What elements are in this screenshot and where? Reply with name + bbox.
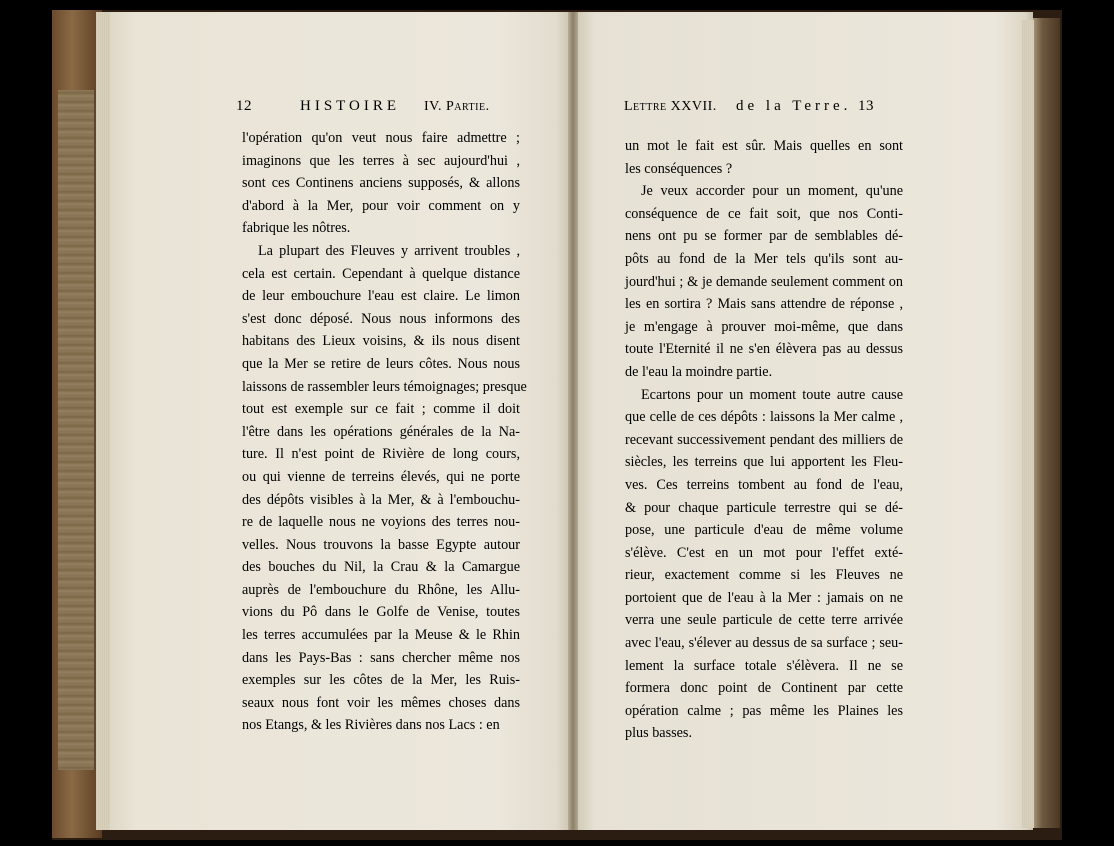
text-line: laissons de rassembler leurs témoignages; presque (242, 378, 527, 395)
left-running-title-wrap (300, 98, 400, 115)
right-page-edges (1022, 20, 1034, 828)
left-section-label: IV. Partie. (424, 99, 490, 114)
text-line: des bouches du Nil, la Crau & la Camargue (242, 559, 520, 576)
text-line: de l'eau la moindre partie. (625, 363, 773, 380)
left-page-body (242, 127, 527, 737)
text-line: nos Etangs, & les Rivières dans nos Lacs : en (242, 717, 500, 734)
right-page-header (858, 98, 874, 115)
text-line: La plupart des Fleuves y arrivent troubles , (258, 242, 520, 259)
left-cover-board (52, 10, 102, 838)
text-line: recevant successivement pendant des milliers de (625, 431, 903, 448)
text-line: siècles, les terreins que lui apportent les Fleu- (625, 454, 903, 471)
text-line: dans les Pays-Bas : sans chercher même nos (242, 649, 520, 666)
text-line: conséquence de ce fait soit, que nos Conti- (625, 205, 903, 222)
text-line: & pour chaque particule terrestre qui se dé- (625, 499, 903, 516)
text-line: sont ces Continens anciens supposés, & allons (242, 175, 520, 192)
left-page-header (236, 98, 252, 115)
text-line: les en sortira ? Mais sans attendre de réponse , (625, 296, 903, 313)
text-line: habitans des Lieux voisins, & ils nous disent (242, 333, 520, 350)
text-line: s'élève. C'est en un mot pour l'effet exté- (625, 544, 903, 561)
text-line: des dépôts visibles à la Mer, & à l'embouchu- (242, 491, 520, 508)
text-line: seaux nous font voir les mêmes choses dans (242, 694, 520, 711)
text-line: tout est exemple sur ce fait ; comme il doit (242, 401, 520, 418)
text-line: les terres accumulées par la Meuse & le Rhin (242, 627, 520, 644)
left-page-number: 12 (236, 98, 252, 114)
right-page-number: 13 (858, 98, 874, 114)
right-section-label: Lettre XXVII. (624, 99, 717, 114)
text-line: s'est donc déposé. Nous nous informons des (242, 310, 520, 327)
text-line: ture. Il n'est point de Rivière de long cours, (242, 446, 520, 463)
right-section-wrap (624, 98, 717, 115)
text-line: ves. Ces terreins tombent au fond de l'eau, (625, 476, 903, 493)
text-line: l'opération qu'on veut nous faire admettre ; (242, 130, 520, 146)
text-line: cela est certain. Cependant à quelque distance (242, 265, 520, 282)
right-cover-board (1030, 18, 1060, 828)
text-line: Je veux accorder pour un moment, qu'une (641, 183, 903, 200)
text-line: ou qui vienne de terreins élevés, qui ne porte (242, 468, 520, 485)
right-running-title: de la Terre. (736, 98, 852, 114)
text-line: pose, une particule d'eau de même volume (625, 522, 903, 539)
text-line: Ecartons pour un moment toute autre cause (641, 386, 903, 403)
text-line: jourd'hui ; & je demande seulement comment on (625, 273, 903, 290)
text-line: auprès de l'embouchure du Rhône, les Allu- (242, 581, 520, 598)
right-running-title-wrap (736, 98, 851, 115)
text-line: que celle de ces dépôts : laissons la Mer calme , (625, 409, 903, 426)
text-line: re de laquelle nous ne voyions des terres nou- (242, 514, 520, 531)
text-line: plus basses. (625, 725, 692, 742)
text-line: de leur embouchure l'eau est claire. Le limon (242, 288, 520, 305)
book-gutter (568, 12, 578, 830)
text-line: je m'engage à prouver moi-même, que dans (625, 318, 903, 335)
text-line: d'abord à la Mer, pour voir comment on y (242, 197, 520, 214)
text-line: verra une seule particule de cette terre arrivée (625, 612, 903, 629)
text-line: les conséquences ? (625, 160, 733, 177)
left-section-wrap (424, 98, 490, 115)
text-line: l'être dans les opérations générales de la Na- (242, 423, 520, 440)
text-line: un mot le fait est sûr. Mais quelles en sont (625, 138, 903, 154)
marbled-paper (58, 90, 95, 770)
text-line: rieur, exactement comme si les Fleuves ne (625, 567, 903, 584)
text-line: lement la surface totale s'élèvera. Il ne se (625, 657, 903, 674)
text-line: toute l'Eternité il ne s'en élèvera pas au dessus (625, 341, 903, 358)
text-line: vions du Pô dans le Golfe de Venise, toutes (242, 604, 520, 621)
text-line: avec l'eau, s'élever au dessus de sa surface ; seu- (625, 635, 903, 652)
text-line: que la Mer se retire de leurs côtes. Nous nous (242, 355, 520, 372)
left-running-title: HISTOIRE (300, 98, 401, 114)
text-line: portoient que de l'eau à la Mer : jamais on ne (625, 589, 903, 606)
left-page-edges (96, 12, 110, 830)
text-line: formera donc point de Continent par cette (625, 680, 903, 697)
text-line: opération calme ; pas même les Plaines les (625, 702, 903, 719)
text-line: nens ont pu se former par de semblables dé- (625, 228, 903, 245)
right-page-body (625, 135, 903, 745)
text-line: velles. Nous trouvons la basse Egypte autour (242, 536, 520, 553)
text-line: imaginons que les terres à sec aujourd'hui , (242, 152, 520, 169)
text-line: fabrique les nôtres. (242, 220, 351, 237)
text-line: pôts au fond de la Mer tels qu'ils sont au- (625, 250, 903, 267)
text-line: exemples sur les côtes de la Mer, les Ruis- (242, 672, 520, 689)
